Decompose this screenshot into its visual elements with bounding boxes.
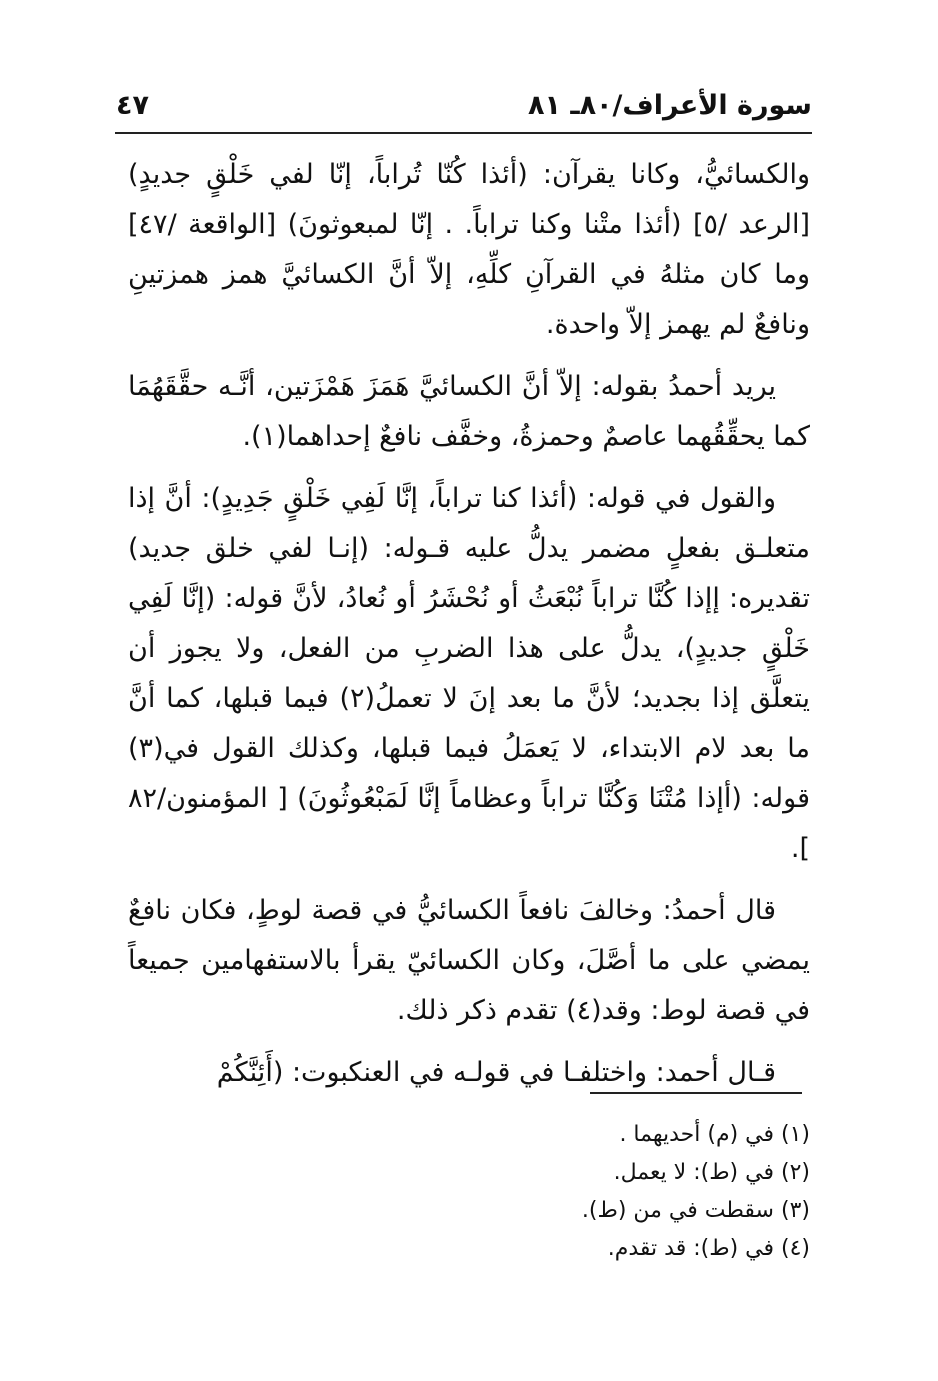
page-number: ٤٧ bbox=[116, 90, 149, 121]
running-title: سورة الأعراف/٨٠ـ ٨١ bbox=[527, 90, 812, 121]
footnotes bbox=[420, 1116, 810, 1268]
footnote-2: (٢) في (ط): لا يعمل. bbox=[613, 1160, 810, 1185]
footnote-4: (٤) في (ط): قد تقدم. bbox=[607, 1236, 810, 1261]
paragraph-4: قال أحمدُ: وخالفَ نافعاً الكسائيُّ في قصة لوطٍ، فكان نافعٌ يمضي على ما أصَّلَ، وكان الكسائيّ يقرأ بالاستفهامين جميعاً في قصة لوط: وقد(٤) تقدم ذكر ذلك. bbox=[128, 895, 810, 1026]
main-text bbox=[128, 150, 810, 1098]
paragraph-1: والكسائيُّ، وكانا يقرآن: (أئذا كُنّا تُراباً، إنّا لفي خَلْقٍ جديدٍ) [الرعد /٥] (أئذا متْنا وكنا تراباً. . إنّا لمبعوثونَ) [الواقعة /٤٧] وما كان مثلهُ في القرآنِ كلِّهِ، إلاّ أنَّ الكسائيَّ همز همزتينِ ونافعٌ لم يهمز إلاّ واحدة. bbox=[128, 159, 811, 340]
paragraph-5-start: قـال أحمد: واختلفـا في قولـه في العنكبوت: (أَئِنَّكُمْ bbox=[216, 1057, 776, 1088]
paragraph-2: يريد أحمدُ بقوله: إلاّ أنَّ الكسائيَّ هَمَزَ هَمْزَتين، أنَّـه حقَّقَهُمَا كما يحقِّقُهما عاصمٌ وحمزةُ، وخفَّف نافعٌ إحداهما(١). bbox=[128, 371, 810, 452]
footnote-3: (٣) سقطت في من (ط). bbox=[581, 1198, 810, 1223]
page-header bbox=[112, 84, 812, 132]
footnote-1: (١) في (م) أحديهما . bbox=[619, 1122, 810, 1147]
paragraph-3: والقول في قوله: (أئذا كنا تراباً، إنَّا لَفِي خَلْقٍ جَدِيدٍ): أنَّ إذا متعلـق بفعلٍ مضمر يدلُّ عليه قـوله: (إنـا لفي خلق جديد) تقديره: إإذا كُنَّا تراباً نُبْعَثُ أو نُحْشَرُ أو نُعادُ، لأنَّ قوله: (إنَّا لَفِي خَلْقٍ جديدٍ)، يدلُّ على هذا الضربِ من الفعل، ولا يجوز أن يتعلَّق إذا بجديد؛ لأنَّ ما بعد إنَ لا تعملُ(٢) فيما قبلها، كما أنَّ ما بعد لام الابتداء، لا يَعمَلُ فيما قبلها، وكذلك القول في(٣) قوله: (أإذا مُتْنَا وَكُنَّا تراباً وعظاماً إنَّا لَمَبْعُوثُونَ) [ المؤمنون/٨٢ ]. bbox=[128, 483, 810, 864]
footnote-divider bbox=[590, 1092, 802, 1094]
header-divider bbox=[115, 132, 812, 134]
